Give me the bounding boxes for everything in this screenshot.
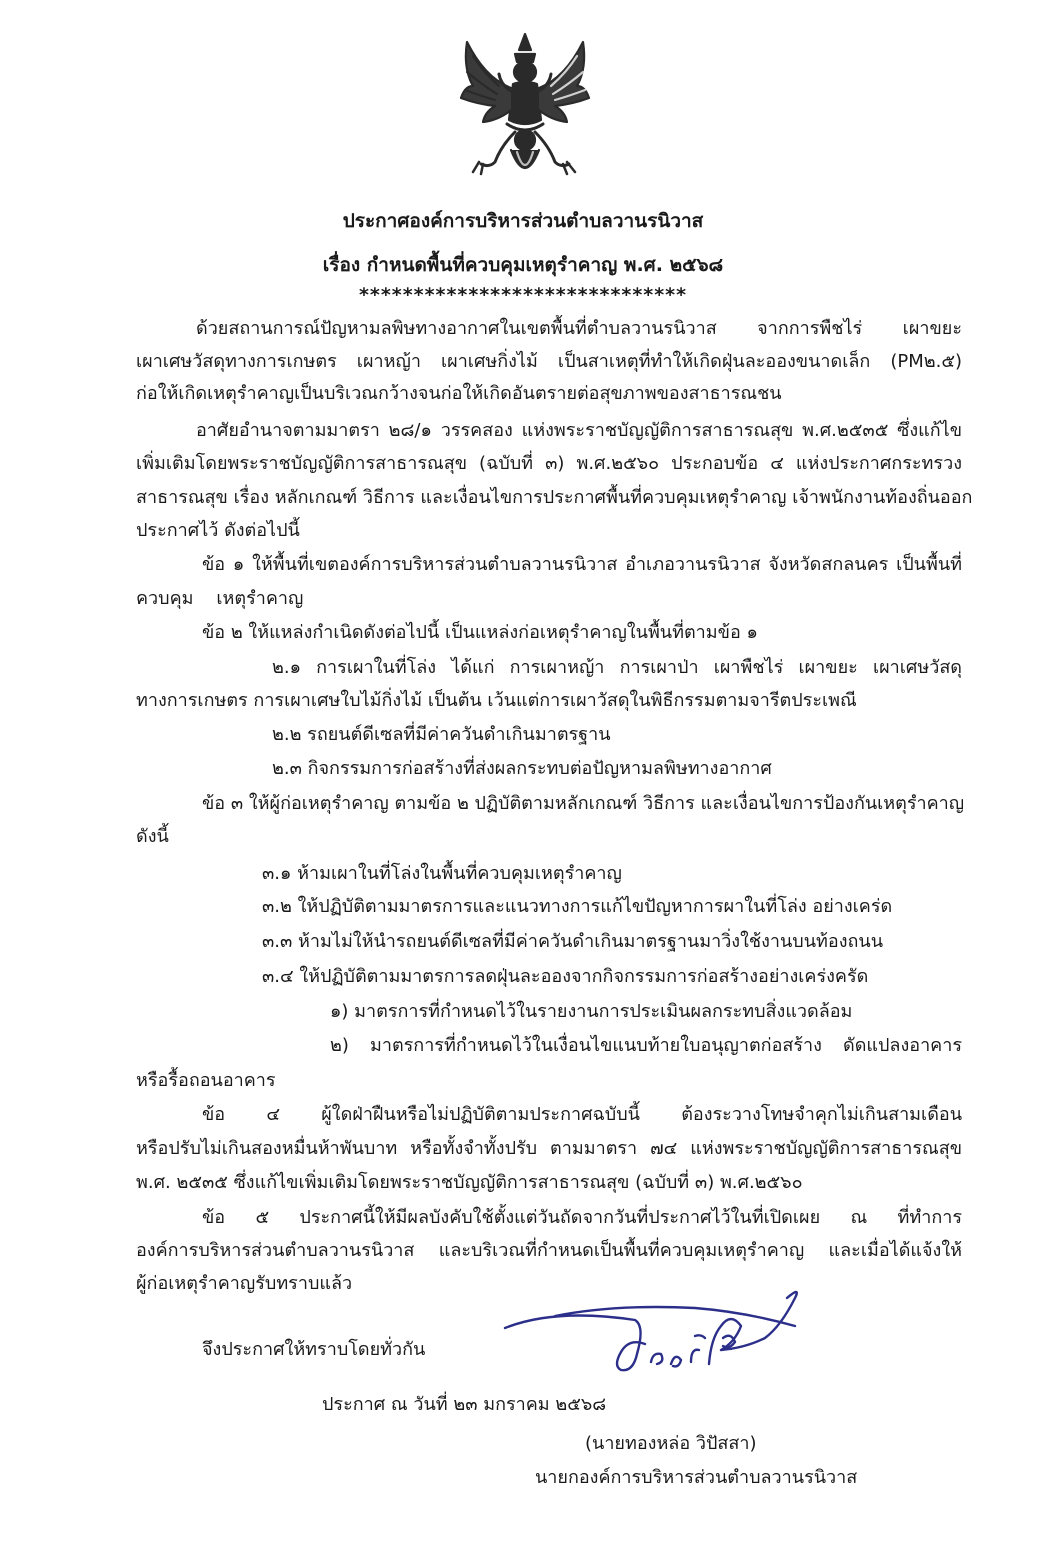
clause-2-1-line: ทางการเกษตร การเผาเศษใบไม้กิ่งไม้ เป็นต้น เว้นแต่การเผาวัสดุในพิธีกรรมตามจารีตประเพณี bbox=[136, 690, 857, 711]
clause-5-line: ข้อ ๕ ประกาศนี้ให้มีผลบังคับใช้ตั้งแต่วันถัดจากวันที่ประกาศไว้ในที่เปิดเผย ณ ที่ทำการ bbox=[202, 1207, 962, 1228]
announcement-date: ประกาศ ณ วันที่ ๒๓ มกราคม ๒๕๖๘ bbox=[322, 1394, 607, 1415]
clause-3-1-line: ๓.๑ ห้ามเผาในที่โล่งในพื้นที่ควบคุมเหตุรำคาญ bbox=[262, 863, 622, 884]
paragraph-2-line: เพิ่มเติมโดยพระราชบัญญัติการสาธารณสุข (ฉบับที่ ๓) พ.ศ.๒๕๖๐ ประกอบข้อ ๔ แห่งประกาศกระทรวง bbox=[136, 453, 962, 474]
signatory-position: นายกองค์การบริหารส่วนตำบลวานรนิวาส bbox=[535, 1467, 858, 1488]
closing-notice: จึงประกาศให้ทราบโดยทั่วกัน bbox=[202, 1339, 426, 1360]
garuda-emblem-icon bbox=[455, 28, 595, 198]
title-divider: ****************************** bbox=[358, 284, 688, 306]
clause-3-2-line: ๓.๒ ให้ปฏิบัติตามมาตรการและแนวทางการแก้ไขปัญหาการผาในที่โล่ง อย่างเคร่ด bbox=[262, 896, 893, 917]
clause-5-line: ผู้ก่อเหตุรำคาญรับทราบแล้ว bbox=[136, 1273, 353, 1294]
paragraph-1-line: ด้วยสถานการณ์ปัญหามลพิษทางอากาศในเขตพื้นที่ตำบลวานรนิวาส จากการพืชไร่ เผาขยะ bbox=[196, 318, 962, 339]
clause-4-line: พ.ศ. ๒๕๓๕ ซึ่งแก้ไขเพิ่มเติมโดยพระราชบัญญัติการสาธารณสุข (ฉบับที่ ๓) พ.ศ.๒๕๖๐ bbox=[136, 1172, 803, 1193]
handwritten-signature-icon bbox=[495, 1268, 815, 1398]
signatory-name: (นายทองหล่อ วิปัสสา) bbox=[585, 1433, 757, 1454]
clause-4-line: หรือปรับไม่เกินสองหมื่นห้าพันบาท หรือทั้งจำทั้งปรับ ตามมาตรา ๗๔ แห่งพระราชบัญญัติการสาธารณสุข bbox=[136, 1138, 962, 1159]
clause-1-line: ข้อ ๑ ให้พื้นที่เขตองค์การบริหารส่วนตำบลวานรนิวาส อำเภอวานรนิวาส จังหวัดสกลนคร เป็นพื้นที่ bbox=[202, 554, 962, 575]
clause-2-1-line: ๒.๑ การเผาในที่โล่ง ได้แก่ การเผาหญ้า การเผาป่า เผาพืชไร่ เผาขยะ เผาเศษวัสดุ bbox=[272, 657, 962, 678]
clause-3-line: ข้อ ๓ ให้ผู้ก่อเหตุรำคาญ ตามข้อ ๒ ปฏิบัติตามหลักเกณฑ์ วิธีการ และเงื่อนไขการป้องกันเหตุรำคาญ bbox=[202, 793, 965, 814]
paragraph-2-line: สาธารณสุข เรื่อง หลักเกณฑ์ วิธีการ และเงื่อนไขการประกาศพื้นที่ควบคุมเหตุรำคาญ เจ้าพนักงานท้องถิ่นออก bbox=[136, 487, 973, 508]
clause-3-4-2-line: หรือรื้อถอนอาคาร bbox=[136, 1070, 276, 1091]
clause-2-2-line: ๒.๒ รถยนต์ดีเซลที่มีค่าควันดำเกินมาตรฐาน bbox=[272, 724, 611, 745]
clause-2-line: ข้อ ๒ ให้แหล่งกำเนิดดังต่อไปนี้ เป็นแหล่งก่อเหตุรำคาญในพื้นที่ตามข้อ ๑ bbox=[202, 622, 758, 643]
paragraph-1-line: เผาเศษวัสดุทางการเกษตร เผาหญ้า เผาเศษกิ่งไม้ เป็นสาเหตุที่ทำให้เกิดฝุ่นละอองขนาดเล็ก (PM๒.๕) bbox=[136, 351, 962, 372]
announcement-subject: เรื่อง กำหนดพื้นที่ควบคุมเหตุรำคาญ พ.ศ. ๒๕๖๘ bbox=[322, 254, 724, 276]
announcement-title: ประกาศองค์การบริหารส่วนตำบลวานรนิวาส bbox=[342, 210, 704, 232]
clause-5-line: องค์การบริหารส่วนตำบลวานรนิวาส และบริเวณที่กำหนดเป็นพื้นที่ควบคุมเหตุรำคาญ และเมื่อได้แจ้งให้ bbox=[136, 1240, 962, 1261]
paragraph-2-line: ประกาศไว้ ดังต่อไปนี้ bbox=[136, 520, 300, 541]
paragraph-2-line: อาศัยอำนาจตามมาตรา ๒๘/๑ วรรคสอง แห่งพระราชบัญญัติการสาธารณสุข พ.ศ.๒๕๓๕ ซึ่งแก้ไข bbox=[196, 420, 962, 441]
clause-4-line: ข้อ ๔ ผู้ใดฝ่าฝืนหรือไม่ปฏิบัติตามประกาศฉบับนี้ ต้องระวางโทษจำคุกไม่เกินสามเดือน bbox=[202, 1104, 962, 1125]
clause-3-4-line: ๓.๔ ให้ปฏิบัติตามมาตรการลดฝุ่นละอองจากกิจกรรมการก่อสร้างอย่างเคร่งครัด bbox=[262, 966, 869, 987]
clause-3-4-2-line: ๒) มาตรการที่กำหนดไว้ในเงื่อนไขแนบท้ายใบอนุญาตก่อสร้าง ดัดแปลงอาคาร bbox=[330, 1035, 962, 1056]
clause-3-4-1-line: ๑) มาตรการที่กำหนดไว้ในรายงานการประเมินผลกระทบสิ่งแวดล้อม bbox=[330, 1001, 853, 1022]
paragraph-1-line: ก่อให้เกิดเหตุรำคาญเป็นบริเวณกว้างจนก่อให้เกิดอันตรายต่อสุขภาพของสาธารณชน bbox=[136, 383, 782, 404]
clause-3-line: ดังนี้ bbox=[136, 826, 169, 847]
clause-2-3-line: ๒.๓ กิจกรรมการก่อสร้างที่ส่งผลกระทบต่อปัญหามลพิษทางอากาศ bbox=[272, 758, 772, 779]
clause-1-line: ควบคุม เหตุรำคาญ bbox=[136, 588, 304, 609]
clause-3-3-line: ๓.๓ ห้ามไม่ให้นำรถยนต์ดีเซลที่มีค่าควันดำเกินมาตรฐานมาวิ่งใช้งานบนท้องถนน bbox=[262, 931, 884, 952]
